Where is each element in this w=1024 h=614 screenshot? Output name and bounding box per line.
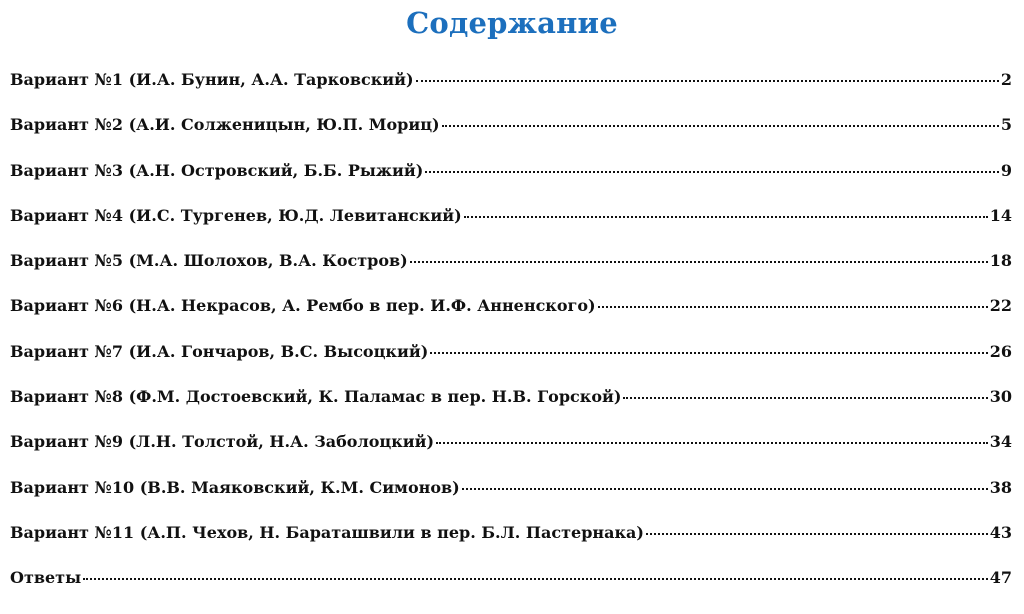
toc-entry[interactable] bbox=[10, 432, 1012, 477]
table-of-contents bbox=[10, 70, 1012, 614]
toc-entry-page: 5 bbox=[1000, 115, 1012, 135]
toc-entry-label: Вариант №1 (И.А. Бунин, А.А. Тарковский) bbox=[10, 70, 414, 89]
dot-leader bbox=[430, 352, 987, 354]
toc-entry-page: 2 bbox=[1000, 70, 1012, 89]
toc-entry[interactable] bbox=[10, 115, 1012, 160]
toc-entry-page: 18 bbox=[989, 251, 1012, 271]
dot-leader bbox=[623, 397, 987, 399]
dot-leader bbox=[410, 261, 988, 263]
toc-entry-page: 38 bbox=[989, 477, 1012, 497]
dot-leader bbox=[416, 80, 999, 82]
toc-entry-label: Вариант №2 (А.И. Солженицын, Ю.П. Мориц) bbox=[10, 115, 440, 135]
toc-entry[interactable] bbox=[10, 296, 1012, 341]
toc-entry-label: Вариант №11 (А.П. Чехов, Н. Бараташвили в пер. Б.Л. Пастернака) bbox=[10, 522, 644, 542]
toc-entry-page: 34 bbox=[989, 432, 1012, 452]
toc-entry-label: Вариант №3 (А.Н. Островский, Б.Б. Рыжий) bbox=[10, 160, 424, 180]
toc-entry[interactable] bbox=[10, 478, 1012, 523]
toc-entry[interactable] bbox=[10, 523, 1012, 568]
dot-leader bbox=[598, 306, 988, 308]
toc-entry[interactable] bbox=[10, 70, 1012, 115]
toc-entry-label: Вариант №6 (Н.А. Некрасов, А. Рембо в пер. И.Ф. Анненского) bbox=[10, 296, 596, 316]
toc-entry-page: 9 bbox=[1000, 160, 1012, 180]
toc-entry-label: Вариант №7 (И.А. Гончаров, В.С. Высоцкий) bbox=[10, 341, 429, 361]
dot-leader bbox=[425, 171, 999, 173]
dot-leader bbox=[462, 488, 988, 490]
toc-entry[interactable] bbox=[10, 206, 1012, 251]
toc-entry[interactable] bbox=[10, 342, 1012, 387]
toc-entry-label: Вариант №4 (И.С. Тургенев, Ю.Д. Левитанский) bbox=[10, 205, 462, 225]
toc-entry[interactable] bbox=[10, 568, 1012, 613]
toc-entry-label: Ответы bbox=[10, 568, 82, 588]
toc-entry-page: 14 bbox=[989, 205, 1012, 225]
toc-entry-label: Вариант №8 (Ф.М. Достоевский, К. Паламас в пер. Н.В. Горской) bbox=[10, 387, 622, 407]
dot-leader bbox=[464, 216, 988, 218]
toc-entry-page: 26 bbox=[989, 341, 1012, 361]
page-title: Содержание bbox=[406, 6, 618, 40]
toc-entry[interactable] bbox=[10, 161, 1012, 206]
toc-entry-page: 47 bbox=[989, 568, 1012, 588]
toc-entry-page: 30 bbox=[989, 387, 1012, 407]
toc-entry-label: Вариант №5 (М.А. Шолохов, В.А. Костров) bbox=[10, 251, 408, 271]
toc-entry-page: 22 bbox=[989, 296, 1012, 316]
dot-leader bbox=[436, 442, 988, 444]
toc-entry-label: Вариант №10 (В.В. Маяковский, К.М. Симонов) bbox=[10, 477, 460, 497]
toc-entry-page: 43 bbox=[989, 522, 1012, 542]
dot-leader bbox=[83, 578, 988, 580]
toc-entry-label: Вариант №9 (Л.Н. Толстой, Н.А. Заболоцкий) bbox=[10, 432, 435, 452]
toc-entry[interactable] bbox=[10, 251, 1012, 296]
dot-leader bbox=[646, 533, 988, 535]
dot-leader bbox=[442, 125, 999, 127]
toc-entry[interactable] bbox=[10, 387, 1012, 432]
